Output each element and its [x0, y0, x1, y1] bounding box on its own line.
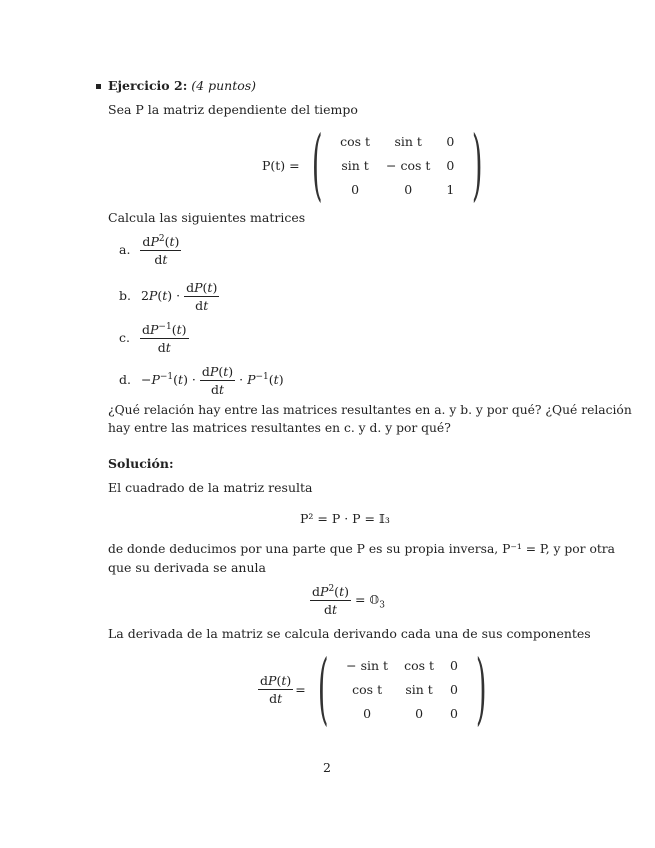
right-paren: ) — [475, 644, 487, 734]
matrix-cell: cos t — [404, 657, 435, 673]
p-matrix — [332, 129, 462, 201]
fraction: $\frac{dP(t)}{dt}$ — [201, 364, 234, 397]
derivative-matrix — [338, 653, 466, 725]
solution-p2-line-1: de donde deducimos por una parte que P es su propia inversa, P⁻¹ = P, y por otra — [108, 542, 615, 556]
item-c — [119, 322, 189, 355]
matrix-cell: − sin t — [346, 657, 389, 673]
item-a — [119, 234, 181, 267]
matrix-equation — [262, 120, 493, 210]
matrix-cell: cos t — [340, 133, 371, 149]
matrix-cell: 0 — [415, 705, 424, 721]
matrix-cell: 0 — [351, 181, 360, 197]
matrix-cell: 0 — [450, 657, 458, 673]
exercise-heading — [108, 78, 256, 93]
solution-heading-text: Solución: — [108, 456, 174, 471]
exercise-title: Ejercicio 2: — [108, 78, 188, 93]
left-paren: ( — [317, 644, 329, 734]
matrix-cell: 1 — [446, 181, 455, 197]
derivative-equation: $\frac{dP(t)}{dt}$ = ( − sin t cos t 0 cos t sin t 0 0 0 0 ) — [260, 644, 487, 734]
left-paren: ( — [311, 120, 323, 210]
item-label: b. — [119, 288, 131, 303]
right-paren: ) — [472, 120, 483, 210]
exercise-intro: Sea P la matriz dependiente del tiempo — [108, 102, 358, 117]
matrix-label: P(t) = — [262, 157, 300, 173]
fraction: $\frac{dP^{-1}(t)}{dt}$ — [141, 322, 187, 356]
matrix-cell: 0 — [450, 705, 458, 721]
page-number: 2 — [323, 760, 331, 775]
matrix-cell: 0 — [446, 133, 455, 149]
question-line-1: ¿Qué relación hay entre las matrices resultantes en a. y b. y por qué? ¿Qué relación — [108, 403, 632, 417]
matrix-cell: 0 — [450, 681, 458, 697]
matrix-cell: sin t — [405, 681, 433, 697]
item-b: b. 2P(t) · $\frac{dP(t)}{dt}$ — [119, 280, 218, 313]
exercise-points: (4 puntos) — [191, 78, 257, 93]
matrix-cell: 0 — [363, 705, 372, 721]
solution-heading — [108, 456, 174, 471]
matrix-cell: 0 — [446, 157, 455, 173]
task-text: Calcula las siguientes matrices — [108, 210, 306, 225]
item-d: d. $-P^{-1}(t)$ · $\frac{dP(t)}{dt}$ · $P^{-1}(t)$ — [119, 364, 284, 397]
item-label: c. — [119, 330, 130, 346]
matrix-cell: sin t — [341, 157, 369, 173]
matrix-cell: cos t — [352, 681, 383, 697]
bullet-marker — [96, 84, 101, 89]
item-label: d. — [119, 372, 131, 387]
equation-2: $\frac{dP^2(t)}{dt}$ = 𝕆$_3$ — [312, 584, 385, 618]
equation-1: P² = P · P = 𝕀₃ — [300, 511, 390, 526]
solution-p1: El cuadrado de la matriz resulta — [108, 480, 313, 495]
fraction: $\frac{dP(t)}{dt}$ — [260, 672, 292, 706]
fraction: $\frac{dP^2(t)}{dt}$ — [142, 234, 180, 268]
fraction: $\frac{dP(t)}{dt}$ — [186, 280, 218, 313]
matrix-cell: 0 — [404, 181, 413, 197]
item-label: a. — [119, 242, 131, 258]
question-line-2: hay entre las matrices resultantes en c. y d. y por qué? — [108, 421, 451, 435]
solution-p2-line-2: que su derivada se anula — [108, 560, 266, 575]
matrix-cell: sin t — [394, 133, 422, 149]
solution-p3: La derivada de la matriz se calcula derivando cada una de sus componentes — [108, 626, 591, 641]
matrix-cell: − cos t — [386, 157, 431, 173]
fraction: $\frac{dP^2(t)}{dt}$ — [312, 584, 349, 618]
